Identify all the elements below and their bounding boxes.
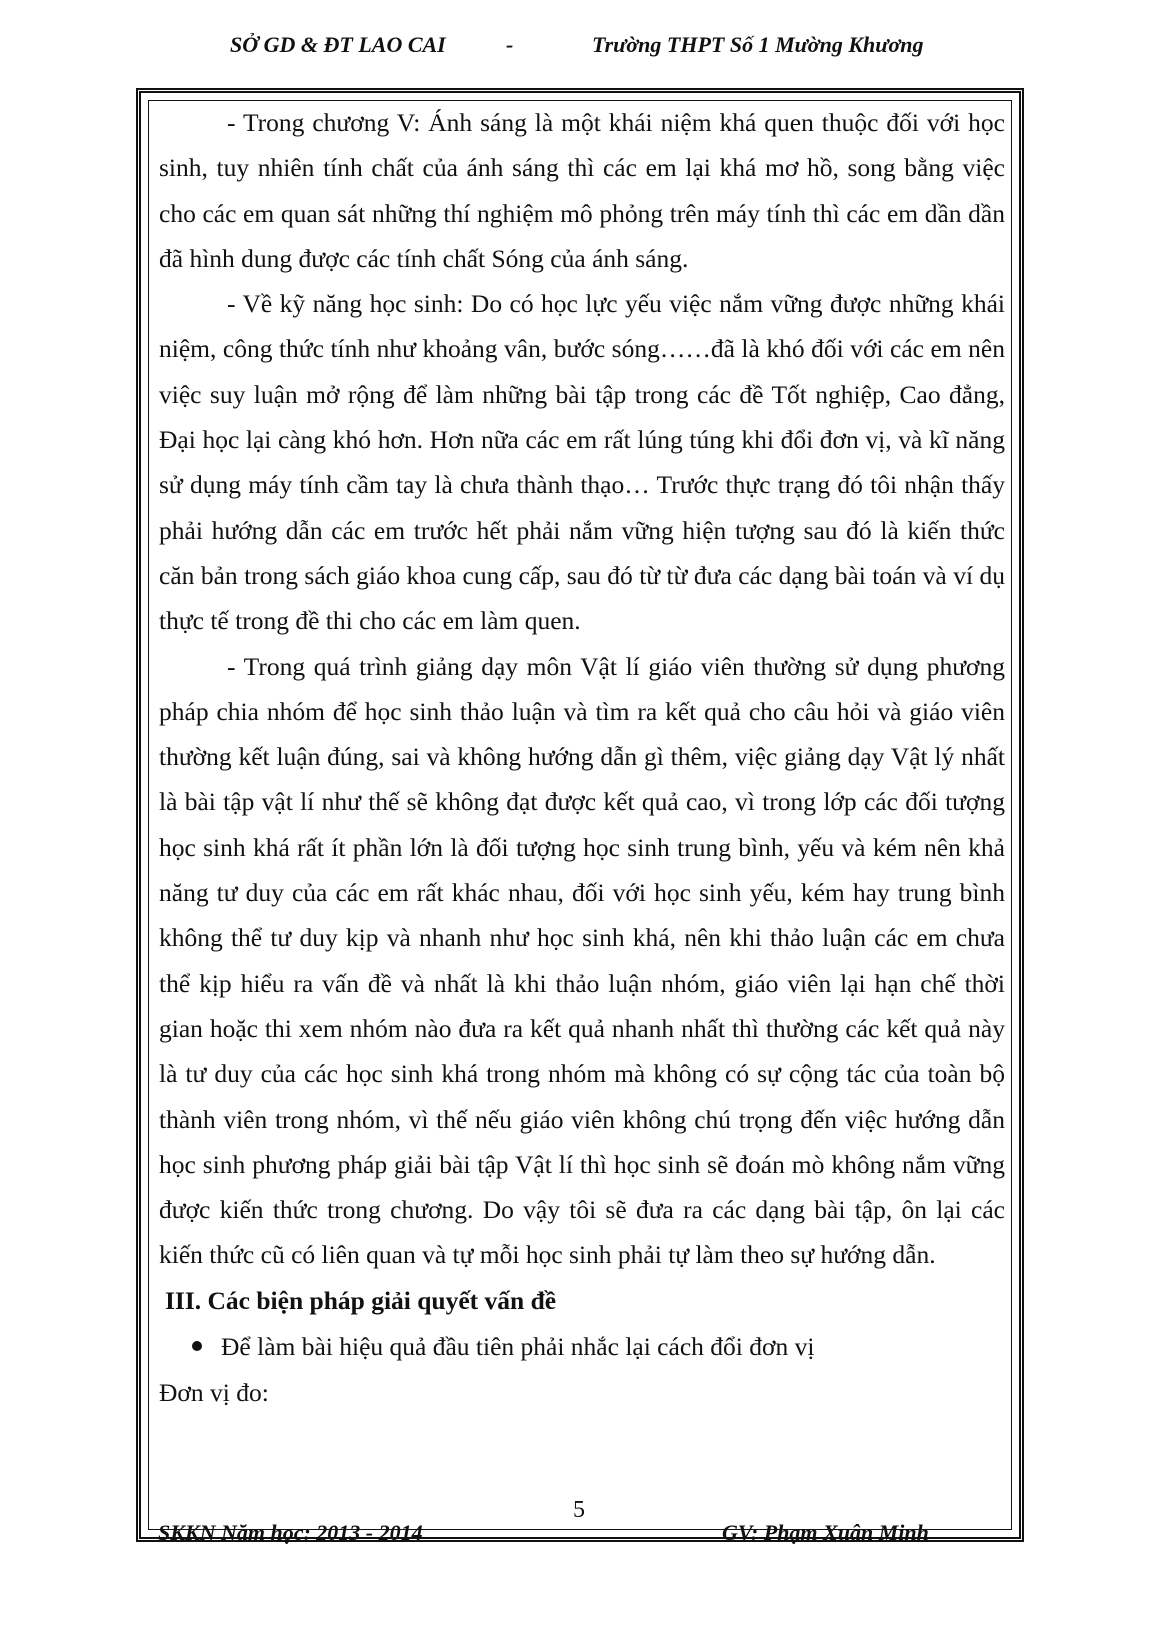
- header-separator: -: [506, 32, 514, 57]
- document-body: [159, 100, 1005, 1416]
- unit-label: Đơn vị đo:: [159, 1377, 269, 1407]
- paragraph-teaching-process: - Trong quá trình giảng dạy môn Vật lí giáo viên thường sử dụng phương pháp chia nhóm để học sinh thảo luận và tìm ra kết quả cho câu hỏi và giáo viên thường kết luận đúng, sai và không hướng dẫn gì thêm, việc giảng dạy Vật lý nhất là bài tập vật lí như thế sẽ không đạt được kết quả cao, vì trong lớp các đối tượng học sinh khá rất ít phần lớn là đối tượng học sinh trung bình, yếu và kém nên khả năng tư duy của các em rất khác nhau, đối với học sinh yếu, kém hay trung bình không thể tư duy kịp và nhanh như học sinh khá, nên khi thảo luận các em chưa thể kịp hiểu ra vấn đề và nhất là khi thảo luận nhóm, giáo viên lại hạn chế thời gian hoặc thi xem nhóm nào đưa ra kết quả nhanh nhất thì thường các kết quả này là tư duy của các học sinh khá trong nhóm mà không có sự cộng tác của toàn bộ thành viên trong nhóm, vì thế nếu giáo viên không chú trọng đến việc hướng dẫn học sinh phương pháp giải bài tập Vật lí thì học sinh sẽ đoán mò không nắm vững được kiến thức trong chương. Do vậy tôi sẽ đưa ra các dạng bài tập, ôn lại các kiến thức cũ có liên quan và tự mỗi học sinh phải tự làm theo sự hướng dẫn.: [159, 651, 1005, 1270]
- page-footer: [0, 1520, 1158, 1550]
- bullet-dot-icon: [192, 1341, 202, 1351]
- bullet-item: [159, 1324, 1005, 1370]
- paragraph-student-skills: - Về kỹ năng học sinh: Do có học lực yếu việc nắm vững được những khái niệm, công thức tính như khoảng vân, bước sóng……đã là khó đối với các em nên việc suy luận mở rộng để làm những bài tập trong các đề Tốt nghiệp, Cao đẳng, Đại học lại càng khó hơn. Hơn nữa các em rất lúng túng khi đổi đơn vị, và kĩ năng sử dụng máy tính cầm tay là chưa thành thạo… Trước thực trạng đó tôi nhận thấy phải hướng dẫn các em trước hết phải nắm vững hiện tượng sau đó là kiến thức căn bản trong sách giáo khoa cung cấp, sau đó từ từ đưa các dạng bài toán và ví dụ thực tế trong đề thi cho các em làm quen.: [159, 289, 1005, 636]
- page-number: 5: [573, 1497, 585, 1523]
- footer-school-year: SKKN Năm học: 2013 - 2014: [158, 1520, 423, 1545]
- bullet-text: Để làm bài hiệu quả đầu tiên phải nhắc lại cách đổi đơn vị: [221, 1331, 815, 1361]
- header-department: SỞ GD & ĐT LAO CAI: [230, 32, 446, 57]
- footer-teacher: GV: Phạm Xuân Minh: [722, 1520, 929, 1545]
- paragraph-chapter-v: - Trong chương V: Ánh sáng là một khái niệm khá quen thuộc đối với học sinh, tuy nhiên tính chất của ánh sáng thì các em lại khá mơ hồ, song bằng việc cho các em quan sát những thí nghiệm mô phỏng trên máy tính thì các em dần dần đã hình dung được các tính chất Sóng của ánh sáng.: [159, 108, 1005, 273]
- section-heading: III. Các biện pháp giải quyết vấn đề: [165, 1285, 557, 1315]
- page-header: [0, 32, 1158, 62]
- header-school: Trường THPT Số 1 Mường Khương: [592, 32, 924, 57]
